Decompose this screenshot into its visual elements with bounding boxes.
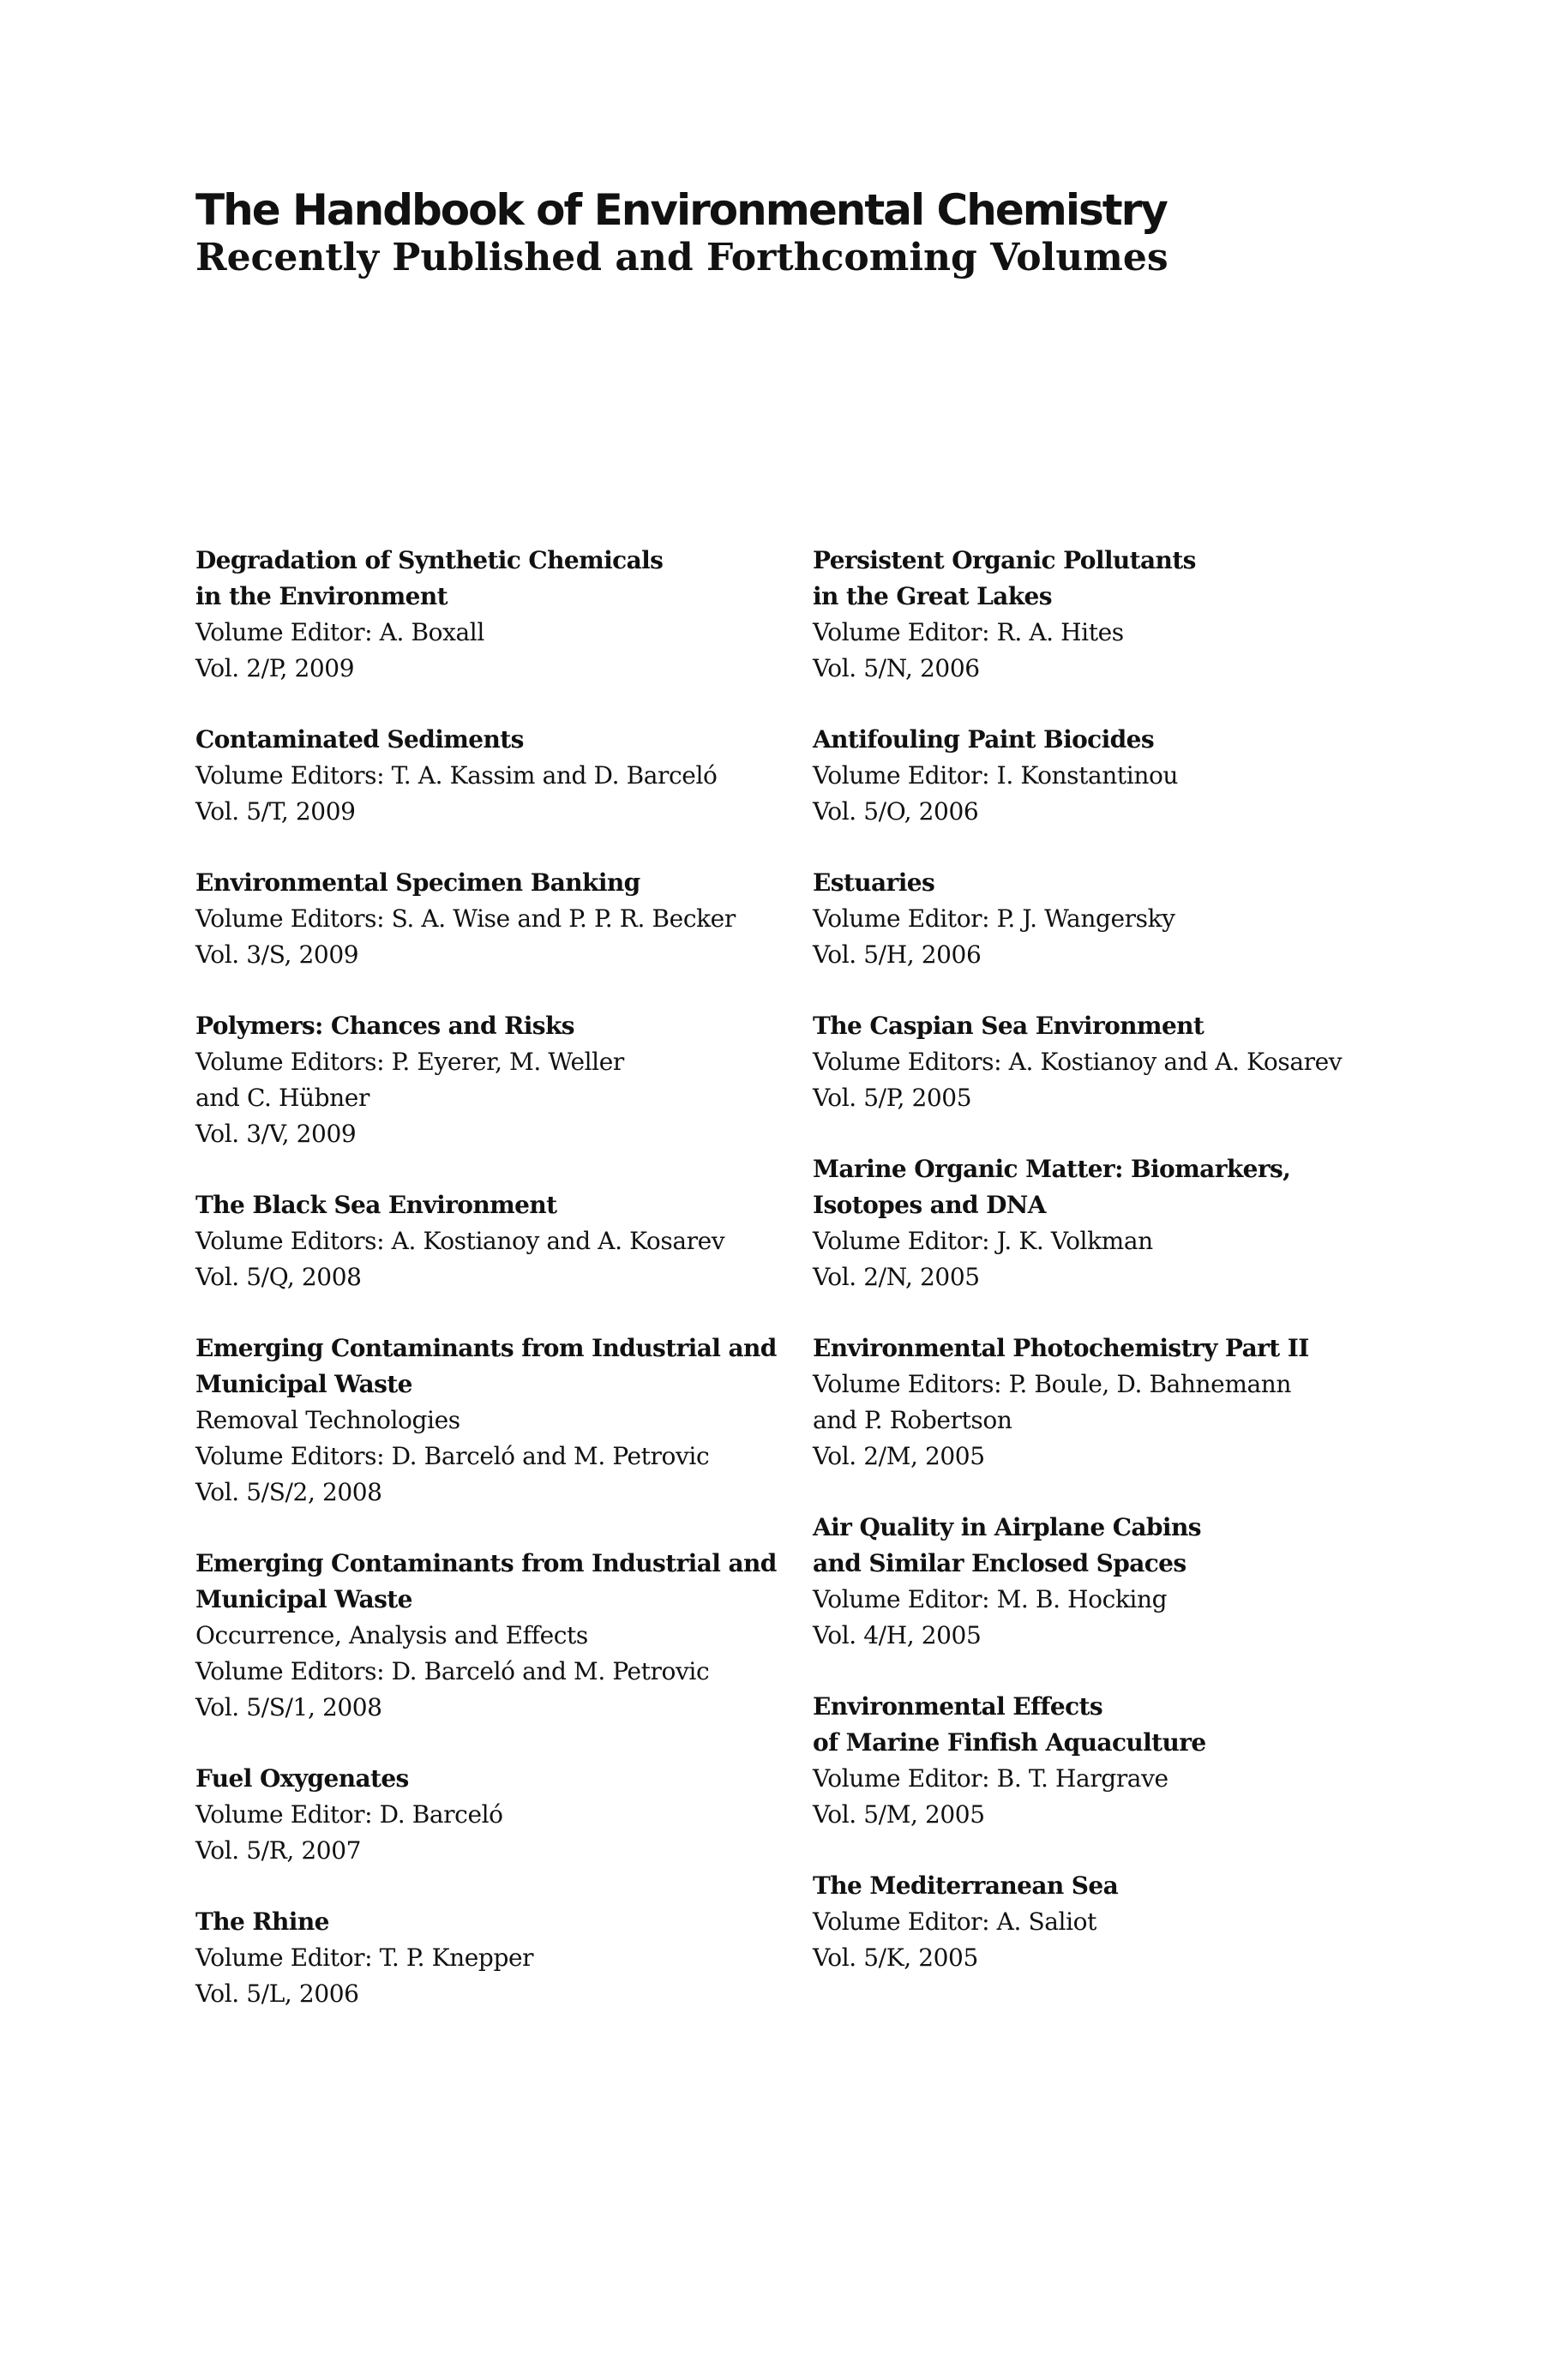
volume-editors: Volume Editors: A. Kostianoy and A. Kosarev (195, 1227, 725, 1255)
volume-number: Vol. 5/K, 2005 (813, 1943, 978, 1972)
volume-editors: Volume Editor: D. Barceló (195, 1800, 503, 1829)
volume-number: Vol. 5/N, 2006 (813, 654, 980, 682)
volume-title: of Marine Finfish Aquaculture (813, 1728, 1206, 1757)
volume-entry (813, 1510, 1413, 1654)
volume-number: Vol. 5/S/2, 2008 (195, 1478, 382, 1506)
volume-title: Environmental Photochemistry Part II (813, 1334, 1309, 1362)
volume-list-right-column (813, 543, 1413, 2011)
volume-title: Municipal Waste (195, 1585, 412, 1613)
volume-number: Vol. 5/O, 2006 (813, 797, 979, 826)
volume-title: Degradation of Synthetic Chemicals (195, 546, 664, 574)
volume-number: Vol. 5/H, 2006 (813, 940, 982, 969)
volume-entry (195, 865, 796, 973)
volume-number: Vol. 2/P, 2009 (195, 654, 355, 682)
volume-detail: Occurrence, Analysis and Effects (195, 1621, 588, 1649)
volume-editors: Volume Editor: P. J. Wangersky (813, 904, 1175, 933)
volume-detail: and C. Hübner (195, 1084, 369, 1112)
volume-title: The Black Sea Environment (195, 1191, 557, 1219)
volume-entry (813, 722, 1413, 830)
volume-editors: Volume Editors: D. Barceló and M. Petrovic (195, 1657, 710, 1685)
volume-title: Emerging Contaminants from Industrial and (195, 1334, 777, 1362)
volume-number: Vol. 5/S/1, 2008 (195, 1693, 382, 1721)
volume-detail: and P. Robertson (813, 1406, 1012, 1434)
volume-title: Estuaries (813, 868, 935, 897)
volume-editors: Volume Editor: I. Konstantinou (813, 761, 1179, 790)
volume-number: Vol. 5/M, 2005 (813, 1800, 985, 1829)
volume-editors: Volume Editor: T. P. Knepper (195, 1943, 534, 1972)
volume-entry (813, 865, 1413, 973)
volume-title: Isotopes and DNA (813, 1191, 1046, 1219)
volume-entry (195, 722, 796, 830)
volume-entry (195, 543, 796, 687)
volume-entry (195, 1008, 796, 1152)
volume-editors: Volume Editor: J. K. Volkman (813, 1227, 1153, 1255)
volume-title: Contaminated Sediments (195, 725, 524, 754)
volume-title: Environmental Effects (813, 1692, 1103, 1721)
volume-title: Persistent Organic Pollutants (813, 546, 1196, 574)
volume-entry (813, 1868, 1413, 1976)
volume-number: Vol. 3/S, 2009 (195, 940, 359, 969)
volume-title: Antifouling Paint Biocides (813, 725, 1155, 754)
volume-entry (195, 1761, 796, 1869)
volume-number: Vol. 2/M, 2005 (813, 1442, 985, 1470)
volume-entry (195, 1904, 796, 2012)
volume-editors: Volume Editor: A. Boxall (195, 618, 484, 646)
volume-editors: Volume Editor: A. Saliot (813, 1907, 1096, 1936)
volume-entry (195, 1187, 796, 1295)
volume-number: Vol. 2/N, 2005 (813, 1263, 980, 1291)
volume-title: The Caspian Sea Environment (813, 1012, 1205, 1040)
volume-entry (195, 1546, 796, 1726)
volume-number: Vol. 5/R, 2007 (195, 1836, 362, 1865)
volume-title: Marine Organic Matter: Biomarkers, (813, 1155, 1291, 1183)
volume-number: Vol. 5/Q, 2008 (195, 1263, 362, 1291)
volume-entry (813, 1331, 1413, 1475)
volume-title: in the Environment (195, 582, 448, 610)
volume-title: The Rhine (195, 1907, 329, 1936)
volume-title: Emerging Contaminants from Industrial and (195, 1549, 777, 1577)
volume-editors: Volume Editors: P. Boule, D. Bahnemann (813, 1370, 1292, 1398)
volume-editors: Volume Editors: S. A. Wise and P. P. R. Becker (195, 904, 736, 933)
series-subtitle: Recently Published and Forthcoming Volumes (195, 236, 1168, 279)
volume-editors: Volume Editors: T. A. Kassim and D. Barceló (195, 761, 718, 790)
volume-title: Polymers: Chances and Risks (195, 1012, 574, 1040)
volume-editors: Volume Editors: P. Eyerer, M. Weller (195, 1048, 624, 1076)
series-title: The Handbook of Environmental Chemistry (195, 185, 1167, 235)
volume-editors: Volume Editor: B. T. Hargrave (813, 1764, 1168, 1793)
volume-title: Municipal Waste (195, 1370, 412, 1398)
volume-title: Fuel Oxygenates (195, 1764, 409, 1793)
volume-title: in the Great Lakes (813, 582, 1052, 610)
volume-number: Vol. 3/V, 2009 (195, 1120, 357, 1148)
volume-title: The Mediterranean Sea (813, 1871, 1119, 1900)
volume-entry (813, 543, 1413, 687)
volume-editors: Volume Editors: A. Kostianoy and A. Kosarev (813, 1048, 1343, 1076)
page-header (195, 187, 1396, 281)
volume-title: and Similar Enclosed Spaces (813, 1549, 1187, 1577)
volume-number: Vol. 4/H, 2005 (813, 1621, 982, 1649)
volume-list-left-column (195, 543, 796, 2047)
volume-editors: Volume Editor: M. B. Hocking (813, 1585, 1168, 1613)
volume-number: Vol. 5/L, 2006 (195, 1979, 359, 2008)
volume-detail: Removal Technologies (195, 1406, 460, 1434)
volume-editors: Volume Editor: R. A. Hites (813, 618, 1124, 646)
volume-entry (813, 1151, 1413, 1295)
volume-editors: Volume Editors: D. Barceló and M. Petrovic (195, 1442, 710, 1470)
volume-number: Vol. 5/P, 2005 (813, 1084, 972, 1112)
volume-title: Environmental Specimen Banking (195, 868, 640, 897)
volume-entry (813, 1689, 1413, 1833)
volume-title: Air Quality in Airplane Cabins (813, 1513, 1201, 1541)
volume-entry (195, 1331, 796, 1511)
volume-number: Vol. 5/T, 2009 (195, 797, 356, 826)
volume-entry (813, 1008, 1413, 1116)
